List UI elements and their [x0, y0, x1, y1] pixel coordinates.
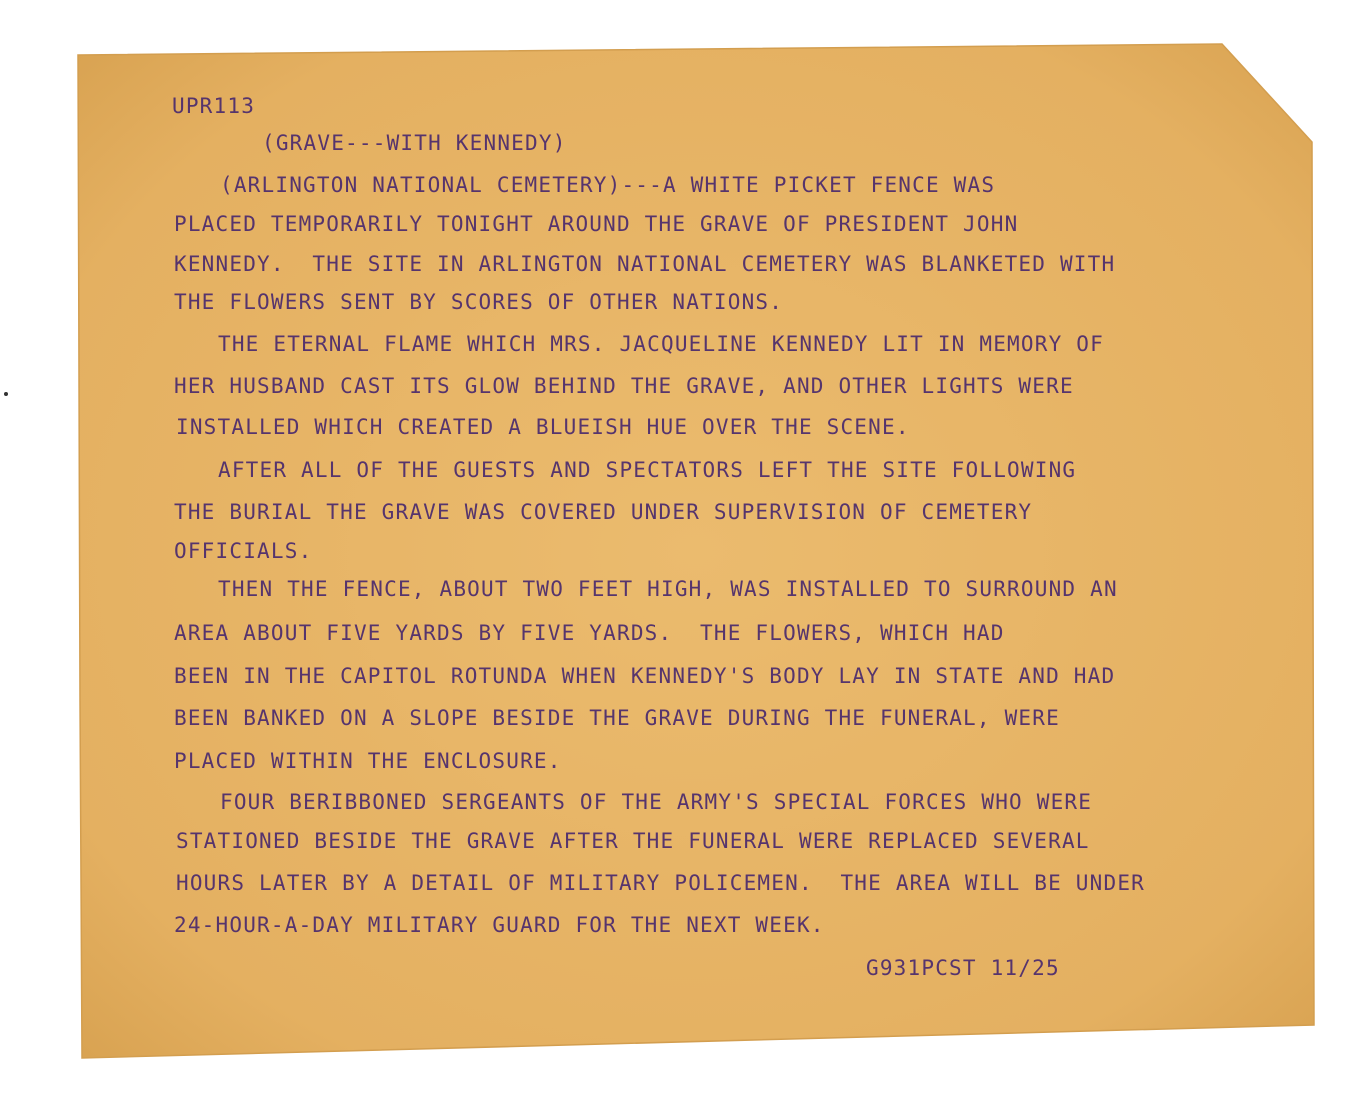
slug-line: UPR113 [172, 94, 256, 118]
paragraph-2-line-3: INSTALLED WHICH CREATED A BLUEISH HUE OVER THE SCENE. [176, 415, 910, 439]
paragraph-3-line-2: THE BURIAL THE GRAVE WAS COVERED UNDER SUPERVISION OF CEMETERY [174, 500, 1033, 524]
dust-speck [4, 392, 8, 396]
paragraph-5-line-4: 24-HOUR-A-DAY MILITARY GUARD FOR THE NEXT WEEK. [174, 913, 825, 937]
paragraph-5-line-3: HOURS LATER BY A DETAIL OF MILITARY POLICEMEN. THE AREA WILL BE UNDER [176, 871, 1146, 895]
paragraph-3-line-3: OFFICIALS. [174, 539, 313, 563]
paragraph-5-line-2: STATIONED BESIDE THE GRAVE AFTER THE FUNERAL WERE REPLACED SEVERAL [176, 829, 1090, 853]
story-heading: (GRAVE---WITH KENNEDY) [262, 131, 567, 155]
paragraph-1-line-4: THE FLOWERS SENT BY SCORES OF OTHER NATIONS. [174, 290, 784, 314]
paragraph-3-line-1: AFTER ALL OF THE GUESTS AND SPECTATORS LEFT THE SITE FOLLOWING [218, 458, 1077, 482]
paragraph-2-line-1: THE ETERNAL FLAME WHICH MRS. JACQUELINE KENNEDY LIT IN MEMORY OF [218, 332, 1104, 356]
paragraph-1-line-1: (ARLINGTON NATIONAL CEMETERY)---A WHITE PICKET FENCE WAS [220, 173, 996, 197]
paragraph-4-line-4: BEEN BANKED ON A SLOPE BESIDE THE GRAVE DURING THE FUNERAL, WERE [174, 706, 1060, 730]
paragraph-1-line-2: PLACED TEMPORARILY TONIGHT AROUND THE GRAVE OF PRESIDENT JOHN [174, 212, 1019, 236]
paragraph-5-line-1: FOUR BERIBBONED SERGEANTS OF THE ARMY'S SPECIAL FORCES WHO WERE [220, 790, 1093, 814]
paragraph-4-line-3: BEEN IN THE CAPITOL ROTUNDA WHEN KENNEDY'S BODY LAY IN STATE AND HAD [174, 664, 1116, 688]
paragraph-1-line-3: KENNEDY. THE SITE IN ARLINGTON NATIONAL CEMETERY WAS BLANKETED WITH [174, 252, 1116, 276]
dateline-code: G931PCST 11/25 [866, 956, 1060, 980]
paragraph-2-line-2: HER HUSBAND CAST ITS GLOW BEHIND THE GRAVE, AND OTHER LIGHTS WERE [174, 374, 1074, 398]
paragraph-4-line-5: PLACED WITHIN THE ENCLOSURE. [174, 749, 562, 773]
paragraph-4-line-2: AREA ABOUT FIVE YARDS BY FIVE YARDS. THE FLOWERS, WHICH HAD [174, 621, 1005, 645]
paragraph-4-line-1: THEN THE FENCE, ABOUT TWO FEET HIGH, WAS INSTALLED TO SURROUND AN [218, 577, 1118, 601]
